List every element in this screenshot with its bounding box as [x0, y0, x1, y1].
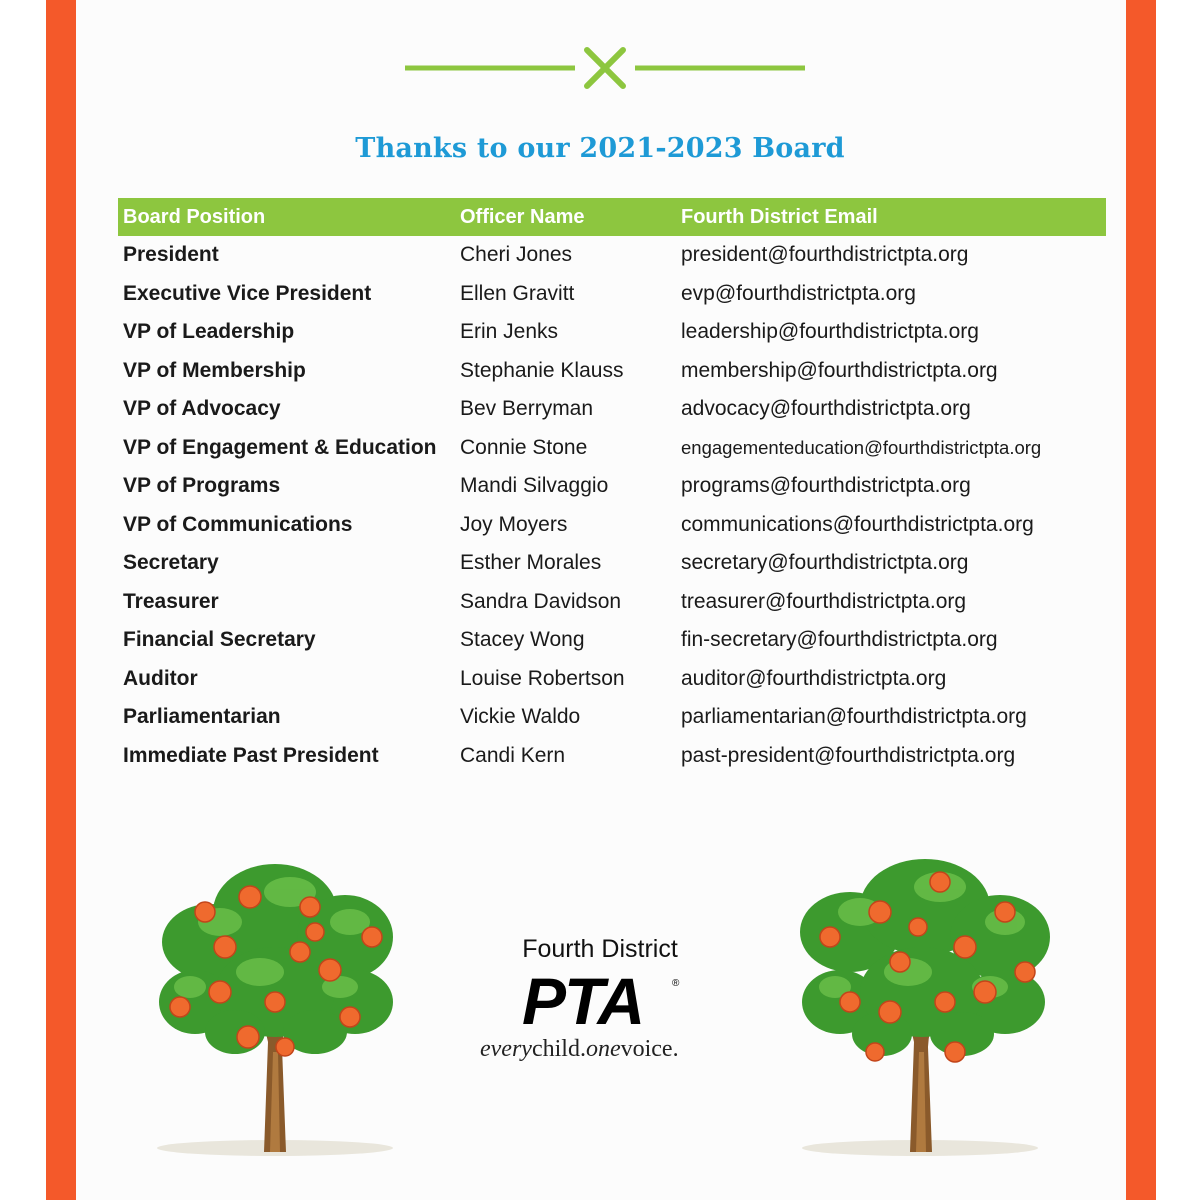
svg-text:PTA: PTA	[522, 968, 644, 1030]
board-position: VP of Membership	[123, 358, 306, 382]
logo-district-name: Fourth District	[522, 935, 678, 963]
board-position: Secretary	[123, 551, 219, 575]
officer-name: Erin Jenks	[460, 320, 559, 344]
officer-email[interactable]: membership@fourthdistrictpta.org	[681, 358, 998, 382]
board-position: President	[123, 243, 219, 267]
header-officer-name: Officer Name	[455, 198, 676, 236]
officer-name: Joy Moyers	[460, 512, 568, 536]
officer-name: Vickie Waldo	[460, 705, 581, 729]
officer-email[interactable]: secretary@fourthdistrictpta.org	[681, 551, 969, 575]
pta-wordmark	[512, 968, 692, 1030]
tagline-one: one	[585, 1036, 621, 1062]
board-position: Executive Vice President	[123, 281, 372, 305]
table-row	[118, 313, 1106, 352]
orange-tree-icon	[150, 852, 400, 1162]
logo-tagline	[480, 1036, 740, 1063]
left-border	[46, 0, 76, 1200]
officer-name: Cheri Jones	[460, 243, 573, 267]
officer-name: Stacey Wong	[460, 628, 585, 652]
board-position: VP of Advocacy	[123, 397, 281, 421]
officer-email[interactable]: auditor@fourthdistrictpta.org	[681, 666, 947, 690]
officer-email[interactable]: president@fourthdistrictpta.org	[681, 243, 969, 267]
officer-email[interactable]: past-president@fourthdistrictpta.org	[681, 743, 1016, 767]
right-border	[1126, 0, 1156, 1200]
board-position: VP of Leadership	[123, 320, 295, 344]
officer-name: Candi Kern	[460, 743, 566, 767]
officer-name: Sandra Davidson	[460, 589, 622, 613]
header-board-position: Board Position	[118, 198, 455, 236]
officer-name: Esther Morales	[460, 551, 602, 575]
officer-email[interactable]: advocacy@fourthdistrictpta.org	[681, 397, 971, 421]
header-email: Fourth District Email	[676, 198, 1106, 236]
board-position: VP of Engagement & Education	[123, 435, 437, 459]
board-position: VP of Communications	[123, 512, 353, 536]
officer-email[interactable]: programs@fourthdistrictpta.org	[681, 474, 971, 498]
pta-logo	[480, 935, 740, 1080]
table-row	[118, 390, 1106, 429]
board-position: Auditor	[123, 666, 198, 690]
officer-name: Bev Berryman	[460, 397, 594, 421]
orange-tree-icon	[790, 852, 1055, 1162]
tagline-child: child.	[531, 1036, 586, 1062]
table-row	[118, 467, 1106, 506]
officer-email[interactable]: parliamentarian@fourthdistrictpta.org	[681, 705, 1027, 729]
officer-name: Louise Robertson	[460, 666, 625, 690]
table-row	[118, 621, 1106, 660]
table-row	[118, 429, 1106, 468]
table-header-row	[118, 198, 1106, 236]
officer-email[interactable]: evp@fourthdistrictpta.org	[681, 281, 916, 305]
tagline-voice: voice.	[620, 1036, 679, 1062]
x-divider-icon	[405, 47, 805, 89]
table-row	[118, 275, 1106, 314]
board-position: Parliamentarian	[123, 705, 281, 729]
table-row	[118, 506, 1106, 545]
officer-email[interactable]: communications@fourthdistrictpta.org	[681, 512, 1034, 536]
table-row	[118, 544, 1106, 583]
officer-name: Ellen Gravitt	[460, 281, 575, 305]
board-position: Financial Secretary	[123, 628, 316, 652]
table-row	[118, 737, 1106, 776]
table-row	[118, 660, 1106, 699]
table-row	[118, 236, 1106, 275]
table-row	[118, 583, 1106, 622]
svg-text:®: ®	[672, 978, 680, 989]
officer-name: Stephanie Klauss	[460, 358, 624, 382]
officer-name: Mandi Silvaggio	[460, 474, 609, 498]
board-position: Treasurer	[123, 589, 219, 613]
table-row	[118, 352, 1106, 391]
board-table	[118, 198, 1106, 775]
page-title: Thanks to our 2021-2023 Board	[355, 133, 845, 164]
officer-name: Connie Stone	[460, 435, 588, 459]
board-position: VP of Programs	[123, 474, 281, 498]
officer-email[interactable]: leadership@fourthdistrictpta.org	[681, 320, 979, 344]
table-row	[118, 698, 1106, 737]
officer-email[interactable]: fin-secretary@fourthdistrictpta.org	[681, 628, 998, 652]
officer-email[interactable]: treasurer@fourthdistrictpta.org	[681, 589, 967, 613]
tagline-every: every	[480, 1036, 532, 1062]
officer-email[interactable]: engagementeducation@fourthdistrictpta.org	[681, 436, 1042, 458]
board-position: Immediate Past President	[123, 743, 379, 767]
